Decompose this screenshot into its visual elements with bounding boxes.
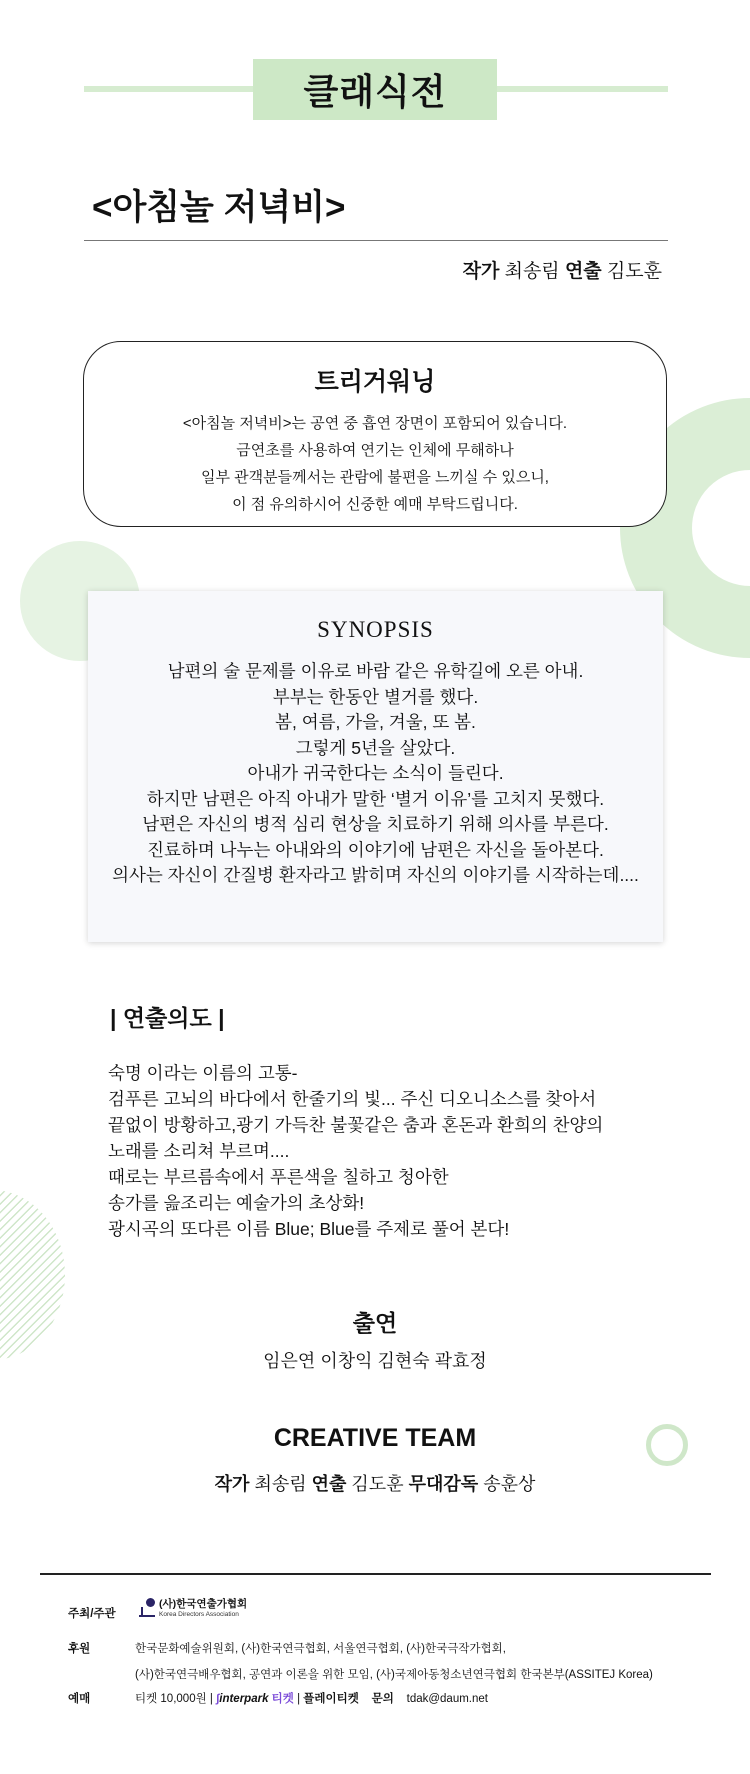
synopsis-line: 아내가 귀국한다는 소식이 들린다. [247,763,504,783]
team-writer-label: 작가 [214,1474,250,1494]
host-org-name: (사)한국연출가협회 [159,1598,248,1610]
title-line-right [496,86,668,92]
host-org-name-en: Korea Directors Association [159,1611,239,1618]
synopsis-title: SYNOPSIS [317,617,434,642]
interpark-mark-icon: ∫ [216,1693,220,1705]
sponsor-label: 후원 [68,1643,91,1655]
team-director-label: 연출 [311,1474,347,1494]
synopsis-line: 하지만 남편은 아직 아내가 말한 ‘별거 이유’를 고치지 못했다. [146,788,605,809]
synopsis-card [88,591,663,942]
category-title: 클래식전 [253,59,497,120]
trigger-warning-title: 트리거워닝 [314,368,436,396]
director-label: 연출 [564,261,602,282]
footer-divider [40,1573,711,1575]
synopsis-line: 그렇게 5년을 살았다. [295,737,456,758]
host-org-logo [139,1598,247,1620]
writer-name: 최송림 [504,261,560,282]
ticket-info [135,1690,488,1706]
contact-email[interactable]: tdak@daum.net [406,1693,488,1705]
host-label: 주최/주관 [68,1608,116,1620]
creative-team-credits [0,1470,750,1496]
sponsor-line: (사)한국연극배우협회, 공연과 이론을 위한 모임, (사)국제아동청소년연극협회 한국본부(ASSITEJ Korea) [135,1669,653,1681]
ticket-label: 예매 [68,1693,91,1705]
intent-line: 숙명 이라는 이름의 고통- [108,1063,298,1083]
play-title: <아침놀 저녁비> [92,188,346,227]
synopsis-line: 부부는 한동안 별거를 했다. [272,686,479,707]
separator: | [297,1693,301,1705]
cast-title: 출연 [352,1310,398,1336]
interpark-logo[interactable]: ∫interpark 티켓 [216,1693,294,1705]
intent-line: 끝없이 방황하고,광기 가득찬 불꽃같은 춤과 혼돈과 환희의 찬양의 [108,1115,604,1135]
cast-names: 임은연 이창익 김현숙 곽효정 [263,1351,487,1371]
divider [84,240,668,241]
team-stage-name: 송훈상 [483,1474,536,1494]
creative-team-title: CREATIVE TEAM [273,1424,477,1452]
sponsor-line: 한국문화예술위원회, (사)한국연극협회, 서울연극협회, (사)한국극작가협회, [135,1643,506,1655]
team-writer-name: 최송림 [254,1474,307,1494]
intent-line: 때로는 부르름속에서 푸른색을 칠하고 청아한 [108,1167,449,1187]
synopsis-line: 진료하며 나누는 아내와의 이야기에 남편은 자신을 돌아본다. [147,839,604,860]
synopsis-line: 남편의 술 문제를 이유로 바람 같은 유학길에 오른 아내. [167,661,584,681]
title-line-left [84,86,254,92]
trigger-warning-box [83,341,667,527]
director-name: 김도훈 [606,261,662,282]
ticket-price: 티켓 10,000원 | [135,1693,213,1705]
contact-label: 문의 [371,1693,394,1705]
trigger-warning-line: <아침놀 저녁비>는 공연 중 흡연 장면이 포함되어 있습니다. [182,415,568,432]
trigger-warning-line: 금연초를 사용하여 연기는 인체에 무해하나 [236,442,514,459]
intent-line: 노래를 소리쳐 부르며.... [108,1141,290,1161]
intent-line: 검푸른 고뇌의 바다에서 한줄기의 빛... 주신 디오니소스를 찾아서 [108,1089,597,1109]
host-logo-icon [139,1598,155,1620]
intent-line: 광시곡의 또다른 이름 Blue; Blue를 주제로 풀어 본다! [108,1219,510,1239]
top-credits [463,256,662,283]
synopsis-line: 의사는 자신이 간질병 환자라고 밝히며 자신의 이야기를 시작하는데.... [112,865,639,885]
team-director-name: 김도훈 [351,1474,404,1494]
synopsis-line: 남편은 자신의 병적 심리 현상을 치료하기 위해 의사를 부른다. [142,814,609,834]
writer-label: 작가 [462,261,500,282]
synopsis-line: 봄, 여름, 가을, 겨울, 또 봄. [275,712,476,732]
trigger-warning-line: 이 점 유의하시어 신중한 예매 부탁드립니다. [232,496,518,513]
trigger-warning-line: 일부 관객분들께서는 관람에 불편을 느끼실 수 있으니, [201,469,549,486]
intent-line: 송가를 읊조리는 예술가의 초상화! [108,1193,365,1213]
playticket-logo[interactable]: 플레이티켓 [303,1693,359,1705]
team-stage-label: 무대감독 [408,1474,479,1494]
direction-intent-title: | 연출의도 | [110,1005,225,1031]
direction-intent-text [108,1060,603,1242]
